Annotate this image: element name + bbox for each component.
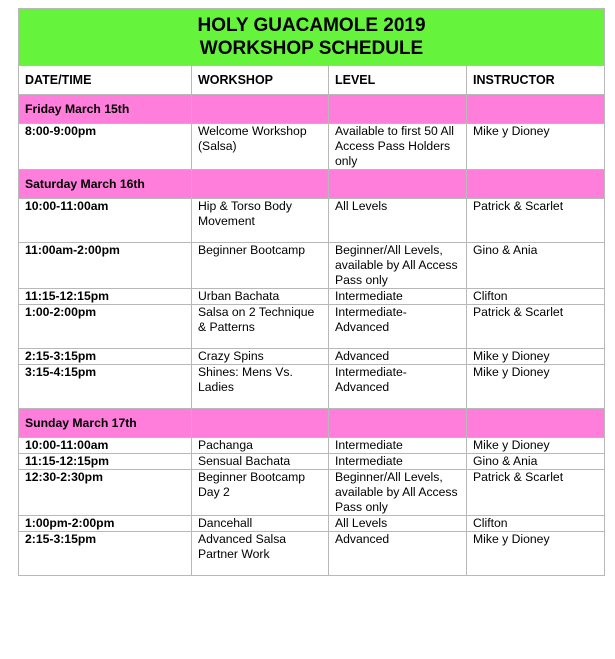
event-instructor: Mike y Dioney — [467, 438, 605, 454]
event-time: 11:00am-2:00pm — [19, 243, 192, 289]
day-empty-cell — [192, 95, 329, 124]
event-instructor: Mike y Dioney — [467, 365, 605, 409]
event-level — [329, 289, 467, 305]
event-row — [19, 243, 605, 289]
event-level — [329, 349, 467, 365]
header-datetime: DATE/TIME — [19, 66, 192, 95]
level-line: Intermediate- — [335, 365, 407, 379]
header-level: LEVEL — [329, 66, 467, 95]
workshop-line: Shines: Mens Vs. — [198, 365, 293, 379]
event-level — [329, 199, 467, 243]
event-instructor: Gino & Ania — [467, 243, 605, 289]
workshop-line: Day 2 — [198, 485, 230, 499]
header-row — [19, 66, 605, 95]
workshop-line: Beginner Bootcamp — [198, 243, 306, 257]
workshop-line: Pachanga — [198, 438, 253, 452]
level-line: Intermediate- — [335, 305, 407, 319]
event-time: 2:15-3:15pm — [19, 532, 192, 576]
level-line: All Levels — [335, 516, 388, 530]
level-line: available by All Access — [335, 485, 458, 499]
event-instructor: Mike y Dioney — [467, 124, 605, 170]
event-row — [19, 454, 605, 470]
workshop-line: Urban Bachata — [198, 289, 280, 303]
day-label: Saturday March 16th — [19, 170, 192, 199]
day-row — [19, 170, 605, 199]
level-line: Beginner/All Levels, — [335, 243, 443, 257]
event-time: 3:15-4:15pm — [19, 365, 192, 409]
event-level — [329, 365, 467, 409]
event-level — [329, 124, 467, 170]
title-line-2: WORKSHOP SCHEDULE — [199, 38, 424, 59]
workshop-line: Salsa on 2 Technique — [198, 305, 315, 319]
day-label: Friday March 15th — [19, 95, 192, 124]
level-line: All Levels — [335, 199, 388, 213]
day-empty-cell — [329, 409, 467, 438]
event-time: 11:15-12:15pm — [19, 289, 192, 305]
event-workshop — [192, 289, 329, 305]
event-row — [19, 470, 605, 516]
workshop-line: & Patterns — [198, 320, 255, 334]
day-empty-cell — [192, 170, 329, 199]
event-level — [329, 243, 467, 289]
event-workshop — [192, 516, 329, 532]
workshop-line: Crazy Spins — [198, 349, 264, 363]
day-row — [19, 95, 605, 124]
event-time: 12:30-2:30pm — [19, 470, 192, 516]
day-empty-cell — [467, 170, 605, 199]
event-workshop — [192, 305, 329, 349]
day-empty-cell — [467, 409, 605, 438]
event-time: 11:15-12:15pm — [19, 454, 192, 470]
level-line: Advanced — [335, 320, 390, 334]
workshop-line: Sensual Bachata — [198, 454, 291, 468]
level-line: Intermediate — [335, 454, 403, 468]
level-line: Advanced — [335, 349, 390, 363]
schedule-title — [19, 9, 605, 66]
event-instructor: Patrick & Scarlet — [467, 470, 605, 516]
level-line: Advanced — [335, 532, 390, 546]
day-empty-cell — [329, 95, 467, 124]
workshop-line: (Salsa) — [198, 139, 237, 153]
workshop-line: Hip & Torso Body — [198, 199, 292, 213]
level-line: Beginner/All Levels, — [335, 470, 443, 484]
event-workshop — [192, 438, 329, 454]
event-instructor: Patrick & Scarlet — [467, 199, 605, 243]
day-label: Sunday March 17th — [19, 409, 192, 438]
workshop-line: Movement — [198, 214, 255, 228]
event-workshop — [192, 532, 329, 576]
event-row — [19, 516, 605, 532]
event-level — [329, 516, 467, 532]
workshop-line: Welcome Workshop — [198, 124, 307, 138]
level-line: Available to first 50 All — [335, 124, 455, 138]
event-row — [19, 532, 605, 576]
event-instructor: Clifton — [467, 289, 605, 305]
workshop-schedule-table — [18, 8, 605, 576]
event-time: 1:00-2:00pm — [19, 305, 192, 349]
event-workshop — [192, 470, 329, 516]
level-line: Advanced — [335, 380, 390, 394]
event-workshop — [192, 243, 329, 289]
event-instructor: Patrick & Scarlet — [467, 305, 605, 349]
header-instructor: INSTRUCTOR — [467, 66, 605, 95]
event-workshop — [192, 349, 329, 365]
event-instructor: Mike y Dioney — [467, 349, 605, 365]
event-row — [19, 349, 605, 365]
event-workshop — [192, 454, 329, 470]
event-time: 10:00-11:00am — [19, 438, 192, 454]
event-row — [19, 289, 605, 305]
event-level — [329, 532, 467, 576]
level-line: Pass only — [335, 273, 388, 287]
event-workshop — [192, 365, 329, 409]
event-level — [329, 305, 467, 349]
title-row — [19, 9, 605, 66]
day-row — [19, 409, 605, 438]
event-instructor: Clifton — [467, 516, 605, 532]
event-time: 10:00-11:00am — [19, 199, 192, 243]
event-level — [329, 438, 467, 454]
header-workshop: WORKSHOP — [192, 66, 329, 95]
event-workshop — [192, 199, 329, 243]
event-row — [19, 305, 605, 349]
day-empty-cell — [192, 409, 329, 438]
event-time: 2:15-3:15pm — [19, 349, 192, 365]
event-workshop — [192, 124, 329, 170]
schedule-body — [19, 9, 605, 576]
level-line: only — [335, 154, 358, 168]
event-time: 1:00pm-2:00pm — [19, 516, 192, 532]
day-empty-cell — [467, 95, 605, 124]
level-line: Access Pass Holders — [335, 139, 451, 153]
event-level — [329, 454, 467, 470]
title-line-1: HOLY GUACAMOLE 2019 — [197, 15, 426, 36]
workshop-line: Advanced Salsa — [198, 532, 287, 546]
level-line: Pass only — [335, 500, 388, 514]
event-time: 8:00-9:00pm — [19, 124, 192, 170]
event-row — [19, 124, 605, 170]
event-instructor: Mike y Dioney — [467, 532, 605, 576]
workshop-line: Ladies — [198, 380, 234, 394]
workshop-line: Partner Work — [198, 547, 270, 561]
event-row — [19, 365, 605, 409]
level-line: available by All Access — [335, 258, 458, 272]
level-line: Intermediate — [335, 289, 403, 303]
day-empty-cell — [329, 170, 467, 199]
workshop-line: Dancehall — [198, 516, 253, 530]
event-level — [329, 470, 467, 516]
event-instructor: Gino & Ania — [467, 454, 605, 470]
workshop-line: Beginner Bootcamp — [198, 470, 306, 484]
event-row — [19, 199, 605, 243]
event-row — [19, 438, 605, 454]
level-line: Intermediate — [335, 438, 403, 452]
